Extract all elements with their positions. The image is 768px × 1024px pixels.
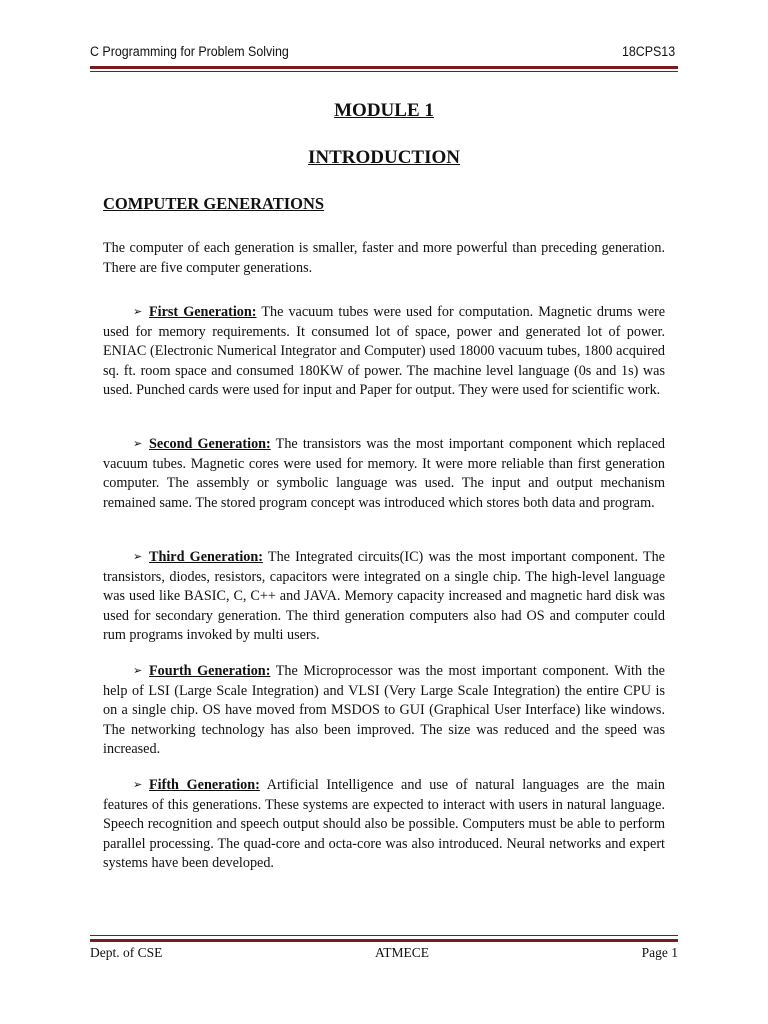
generation-label: Second Generation: — [149, 436, 271, 452]
generation-text: Artificial Intelligence and use of natural languages are the main features of this generations. These systems are expected to interact with users in natural language. Speech recognition and speech output should also be possible. Computers must be able to perform parallel processing. The quad-core and octa-core was also introduced. Neural networks and expert systems have been developed. — [103, 777, 666, 872]
arrow-bullet-icon: ➢ — [133, 551, 143, 563]
arrow-bullet-icon: ➢ — [133, 665, 143, 677]
header-course-title: C Programming for Problem Solving — [90, 44, 289, 59]
page-footer — [90, 945, 678, 961]
generation-text: The transistors was the most important component which replaced vacuum tubes. Magnetic cores were used for memory. It were more reliable than first generation computer. The assembly or symbolic language was used. The input and output mechanism remained same. The stored program concept was introduced which stores both data and program. — [103, 436, 665, 511]
arrow-bullet-icon: ➢ — [133, 438, 143, 450]
generation-text: The Microprocessor was the most important component. With the help of LSI (Large Scale Integration) and VLSI (Very Large Scale Integration) the entire CPU is on a single chip. OS have moved from MSDOS to GUI (Graphical User Interface) like windows. The networking technology has also been improved. The size was reduced and the speed was increased. — [103, 663, 665, 758]
intro-paragraph: The computer of each generation is smaller, faster and more powerful than preceding generation. There are five computer generations. — [103, 240, 665, 276]
footer-department: Dept. of CSE — [90, 945, 163, 960]
footer-institution: ATMECE — [375, 945, 429, 960]
generation-label: First Generation: — [149, 304, 257, 320]
header-course-code: 18CPS13 — [621, 44, 676, 59]
generation-label: Fourth Generation: — [149, 663, 271, 679]
footer-rule-thick — [90, 939, 678, 942]
generation-paragraph-4 — [103, 662, 665, 760]
header-rule-thick — [90, 66, 678, 69]
module-title: MODULE 1 — [334, 100, 434, 121]
generation-paragraph-3 — [103, 548, 665, 646]
generation-text: The vacuum tubes were used for computation. Magnetic drums were used for memory requirements. It consumed lot of space, power and generated lot of power. ENIAC (Electronic Numerical Integrator and Computer) used 18000 vacuum tubes, 1800 acquired sq. ft. room space and consumed 180KW of power. The machine level language (0s and 1s) was used. Punched cards were used for input and Paper for output. They were used for scientific work. — [103, 304, 666, 399]
generation-paragraph-1 — [103, 303, 665, 401]
chapter-title: INTRODUCTION — [307, 147, 461, 168]
generation-paragraph-2 — [103, 435, 665, 513]
footer-page-number: Page 1 — [641, 945, 678, 960]
header-rule-thin — [90, 71, 678, 72]
arrow-bullet-icon: ➢ — [133, 306, 143, 318]
section-heading: COMPUTER GENERATIONS — [103, 194, 325, 213]
generation-text: The Integrated circuits(IC) was the most important component. The transistors, diodes, resistors, capacitors were integrated on a single chip. The high-level language was used like BASIC, C, C++ and JAVA. Memory capacity increased and magnetic hard disk was used for secondary generation. The third generation computers also had OS and computer could rum programs invoked by multi users. — [103, 549, 665, 644]
arrow-bullet-icon: ➢ — [133, 779, 143, 791]
generation-label: Fifth Generation: — [149, 777, 260, 793]
page-header — [90, 44, 675, 59]
generation-paragraph-5 — [103, 776, 665, 874]
footer-rule-thin — [90, 935, 678, 936]
generation-label: Third Generation: — [149, 549, 263, 565]
